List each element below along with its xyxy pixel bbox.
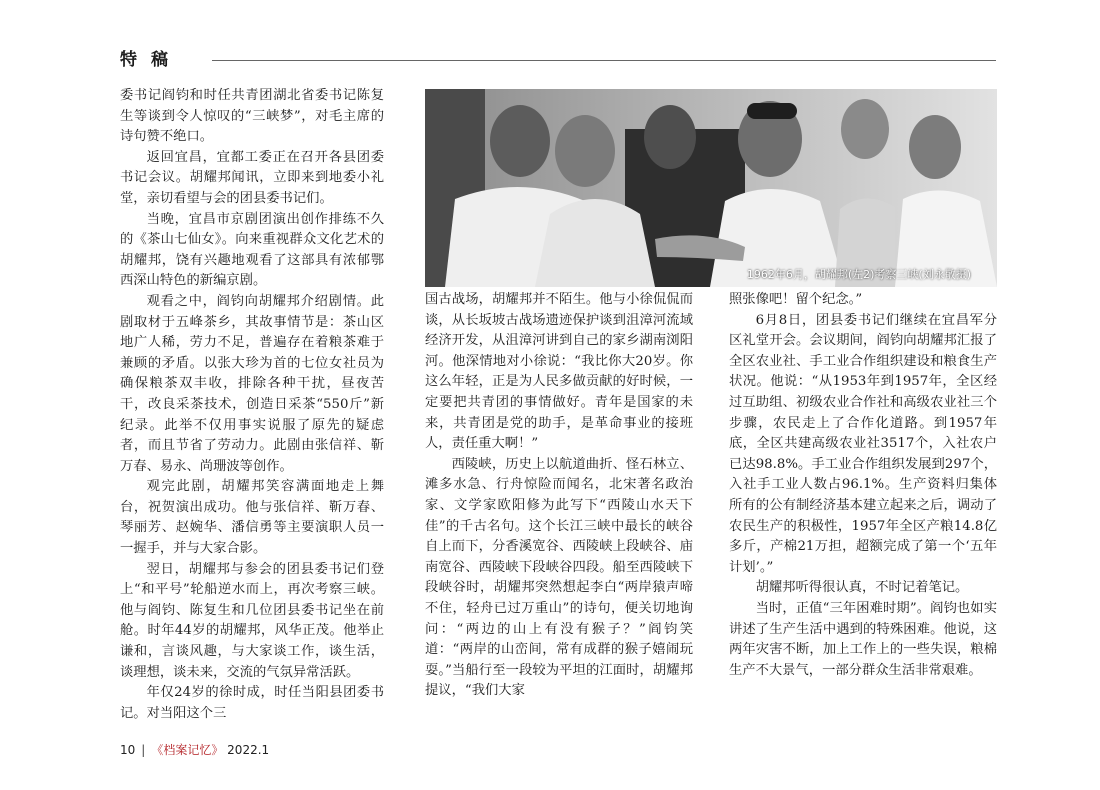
paragraph: 当晚，宜昌市京剧团演出创作排练不久的《茶山七仙女》。向来重视群众文化艺术的胡耀邦，饶有兴趣地观看了这部具有浓郁鄂西深山特色的新编京剧。 [120,211,384,289]
section-title: 特稿 [120,50,182,70]
header-rule [212,60,996,61]
magazine-name: 《档案记忆》 [151,743,224,757]
photo-image [425,89,997,287]
paragraph: 观完此剧，胡耀邦笑容满面地走上舞台，祝贺演出成功。他与张信祥、靳万春、琴丽芳、赵婉华、潘信勇等主要演职人员一一握手，并与大家合影。 [120,479,384,557]
paragraph: 当时，正值“三年困难时期”。阎钧也如实讲述了生产生活中遇到的特殊困难。他说，这两年灾害不断，加上工作上的一些失误，粮棉生产不大景气，一部分群众生活非常艰难。 [729,600,997,678]
paragraph: 照张像吧！留个纪念。” [729,292,863,307]
paragraph: 翌日，胡耀邦与参会的团县委书记们登上“和平号”轮船逆水而上，再次考察三峡。他与阎钧、陈复生和几位团县委书记坐在前舱。时年44岁的胡耀邦，风华正茂。他举止谦和，言谈风趣，与大家谈工作，谈生活，谈理想，谈未来，交流的气氛异常活跃。 [120,561,384,680]
paragraph: 年仅24岁的徐时成，时任当阳县团委书记。对当阳这个三 [120,685,384,721]
paragraph: 西陵峡，历史上以航道曲折、怪石林立、滩多水急、行舟惊险而闻名，北宋著名政治家、文学家欧阳修为此写下“西陵山水天下佳”的千古名句。这个长江三峡中最长的峡谷自上而下，分香溪宽谷、西陵峡上段峡谷、庙南宽谷、西陵峡下段峡谷四段。船至西陵峡下段峡谷时，胡耀邦突然想起李白“两岸猿声啼不住，轻舟已过万重山”的诗句，便关切地询问：“两边的山上有没有猴子？”阎钧笑道：“两岸的山峦间，常有成群的猴子嬉闹玩耍。”当船行至一段较为平坦的江面时，胡耀邦提议，“我们大家 [425,456,693,699]
historical-photo [425,89,997,287]
paragraph: 胡耀邦听得很认真，不时记着笔记。 [755,580,969,596]
photo-caption: 1962年6月，胡耀邦(左2)考察三峡(刘永敬摄) [746,268,971,281]
issue-number: 2022.1 [227,743,270,757]
page-number: 10 [120,743,136,757]
article-column-1 [120,86,384,724]
page-footer: 10 | 《档案记忆》 2022.1 [120,743,270,757]
paragraph: 观看之中，阎钧向胡耀邦介绍剧情。此剧取材于五峰茶乡，其故事情节是：茶山区地广人稀，劳力不足，普遍存在着粮茶难于兼顾的矛盾。以张大珍为首的七位女社员为确保粮茶双丰收，排除各种干扰，昼夜苦干，改良采茶技术，创造日采茶“550斤”新纪录。此举不仅用事实说服了原先的疑虑者，而且节省了劳动力。此剧由张信祥、靳万春、易永、尚珊波等创作。 [120,293,384,474]
section-header [120,50,996,70]
paragraph: 委书记阎钧和时任共青团湖北省委书记陈复生等谈到令人惊叹的“三峡梦”，对毛主席的诗句赞不绝口。 [120,88,384,145]
paragraph: 国古战场，胡耀邦并不陌生。他与小徐侃侃而谈，从长坂坡古战场遗迹保护谈到沮漳河流域经济开发，从沮漳河讲到自己的家乡湖南浏阳河。他深情地对小徐说：“我比你大20岁。你这么年轻，正是为人民多做贡献的好时候，一定要把共青团的事情做好。青年是国家的未来，共青团是党的助手，是革命事业的接班人，责任重大啊！” [425,292,693,452]
paragraph: 返回宜昌，宜都工委正在召开各县团委书记会议。胡耀邦闻讯，立即来到地委小礼堂，亲切看望与会的团县委书记们。 [120,149,384,206]
article-column-2 [425,290,693,702]
paragraph: 6月8日，团县委书记们继续在宜昌军分区礼堂开会。会议期间，阎钧向胡耀邦汇报了全区农业社、手工业合作组织建设和粮食生产状况。他说：“从1953年到1957年，全区经过互助组、初级农业合作社和高级农业社三个步骤，农民走上了合作化道路。到1957年底，全区共建高级农业社3517个，入社农户已达98.8%。手工业合作组织发展到297个，入社手工业人数占96.1%。生产资料归集体所有的公有制经济基本建立起来之后，调动了农民生产的积极性，1957年全区产粮14.8亿多斤，产棉21万担，超额完成了第一个‘五年计划’。” [729,312,997,575]
article-column-3 [729,290,997,681]
